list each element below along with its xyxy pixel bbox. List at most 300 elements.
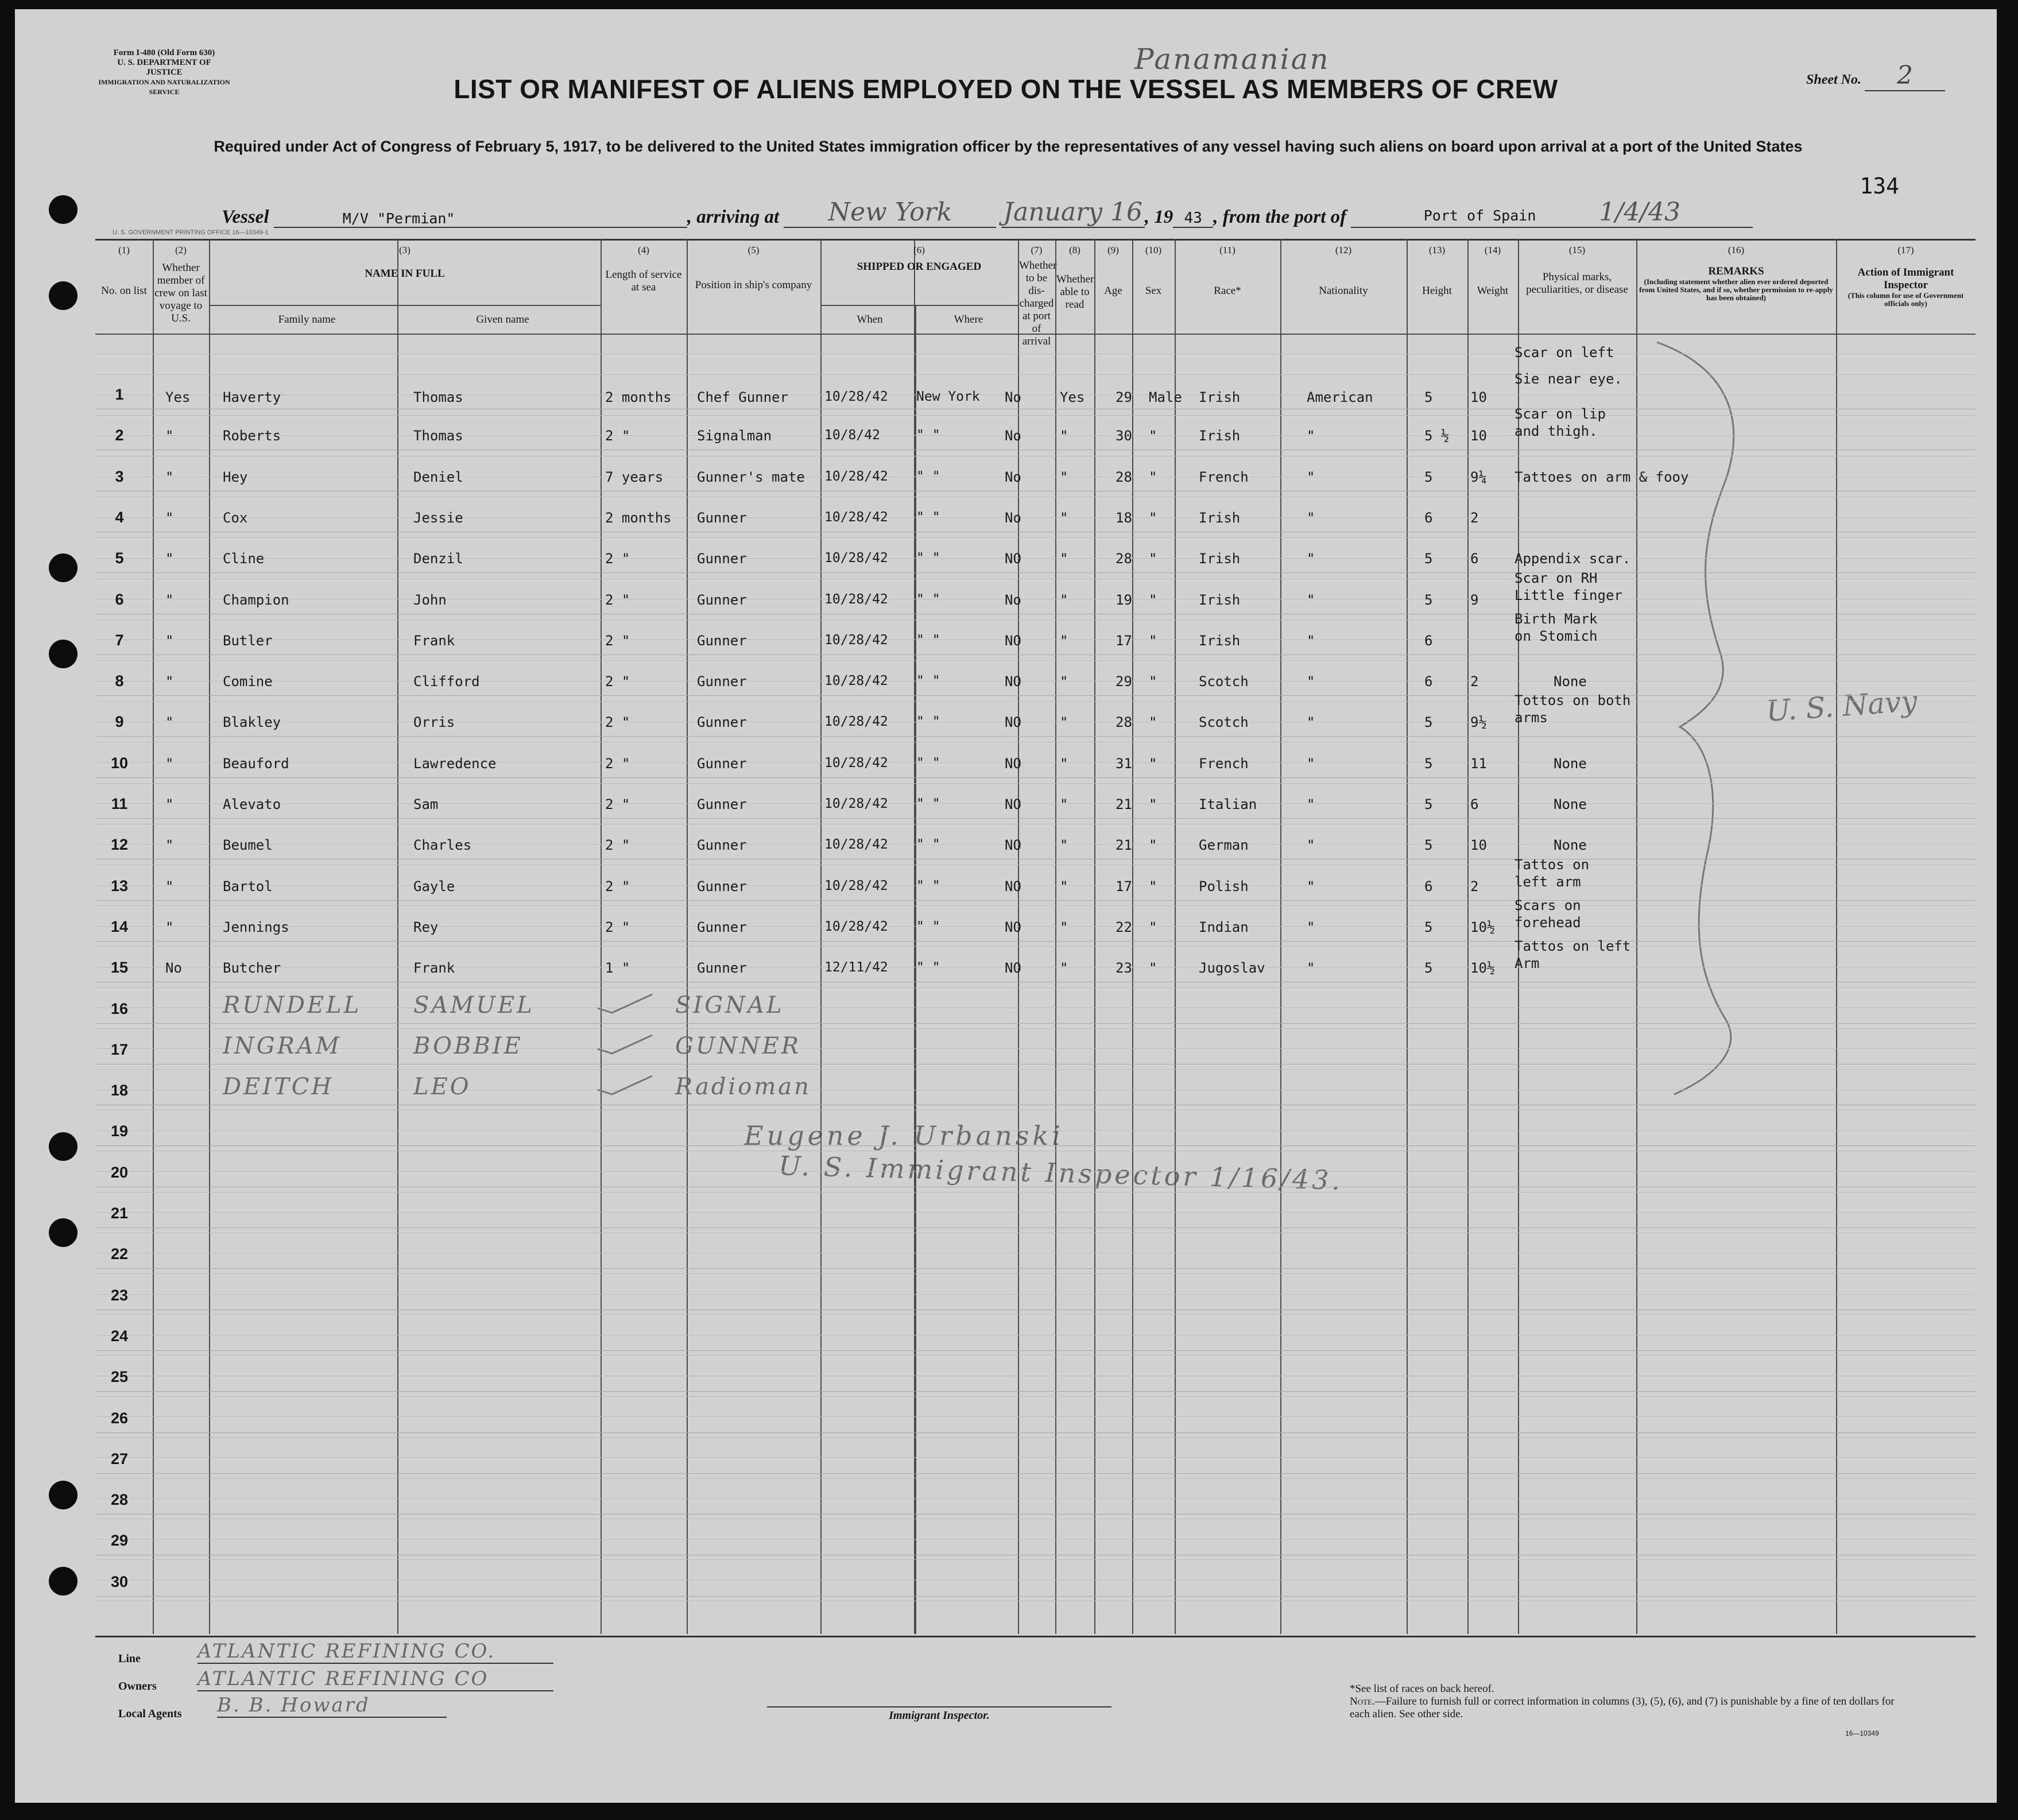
column-header: Age: [1104, 285, 1122, 297]
crew-race: French: [1199, 755, 1249, 772]
remarks-brace: [1634, 331, 1749, 1134]
crew-given-name-handwritten: BOBBIE: [413, 1032, 523, 1059]
crew-sex: ": [1149, 714, 1157, 731]
line-value: ATLANTIC REFINING CO.: [197, 1640, 553, 1664]
row-number: 16: [110, 1000, 129, 1017]
row-rule: [95, 1432, 1976, 1433]
owners-value: ATLANTIC REFINING CO: [197, 1667, 553, 1691]
crew-position: Gunner: [697, 551, 747, 567]
column-subheader: Given name: [476, 313, 529, 326]
column-header: Position in ship's company: [695, 279, 812, 291]
crew-height: 5 ½: [1424, 428, 1450, 444]
crew-age: 28: [1115, 551, 1132, 567]
crew-race: German: [1199, 837, 1249, 854]
crew-previous-voyage: ": [165, 919, 174, 935]
row-rule: [95, 941, 1976, 942]
page-number-stamp: 134: [1860, 173, 1899, 199]
crew-family-name-handwritten: DEITCH: [223, 1074, 334, 1101]
crew-service-length: 2 months: [605, 389, 672, 405]
crew-weight: 9¼: [1470, 468, 1487, 485]
crew-sex: ": [1149, 509, 1157, 526]
crew-sex: ": [1149, 632, 1157, 649]
agents-value: B. B. Howard: [217, 1694, 447, 1718]
crew-race: Scotch: [1199, 714, 1249, 731]
crew-nationality: ": [1307, 468, 1315, 485]
crew-discharged: NO: [1005, 837, 1021, 854]
row-number: 2: [115, 427, 124, 444]
crew-previous-voyage: ": [165, 468, 174, 485]
crew-race: French: [1199, 468, 1249, 485]
crew-sex: ": [1149, 878, 1157, 894]
crew-position: Gunner: [697, 509, 747, 526]
crew-height: 5: [1424, 591, 1433, 608]
crew-shipped-when: 12/11/42: [824, 960, 888, 975]
column-header: Action of Immigrant Inspector (This column for use of Government officials only): [1837, 266, 1974, 308]
row-rule: [95, 1145, 1976, 1146]
races-note: *See list of races on back hereof.: [1350, 1683, 1494, 1695]
ruling: [95, 517, 1976, 518]
crew-physical-marks: Scars on: [1515, 897, 1581, 913]
crew-given-name: Deniel: [413, 468, 463, 485]
ruling: [95, 1048, 1976, 1049]
crew-service-length: 2 months: [605, 509, 672, 526]
column-number: (10): [1145, 245, 1162, 255]
crew-shipped-where: " ": [916, 878, 940, 893]
crew-able-to-read: ": [1060, 428, 1068, 444]
crew-age: 17: [1115, 878, 1132, 894]
inspector-signature: Eugene J. Urbanski: [744, 1120, 1064, 1151]
row-rule: [95, 900, 1976, 901]
ruling: [95, 905, 1976, 906]
crew-weight: 9: [1470, 591, 1479, 608]
crew-able-to-read: ": [1060, 591, 1068, 608]
crew-family-name: Blakley: [223, 714, 281, 731]
crew-shipped-where: " ": [916, 837, 940, 853]
ruling: [95, 926, 1976, 927]
crew-height: 6: [1424, 878, 1433, 894]
column-divider: [1094, 239, 1095, 1634]
column-header: Height: [1422, 285, 1452, 297]
crew-given-name: Sam: [413, 796, 439, 812]
ruling: [95, 660, 1976, 661]
crew-weight: 6: [1470, 796, 1479, 812]
crew-discharged: No: [1005, 509, 1021, 526]
ruling: [95, 558, 1976, 559]
ruling: [95, 537, 1976, 538]
crew-able-to-read: ": [1060, 796, 1068, 812]
crew-discharged: No: [1005, 591, 1021, 608]
binder-hole: [49, 1218, 78, 1247]
crew-position: Gunner: [697, 960, 747, 977]
crew-nationality: ": [1307, 878, 1315, 894]
crew-physical-marks: None: [1554, 837, 1587, 854]
crew-position: Gunner: [697, 796, 747, 812]
crew-given-name: Rey: [413, 919, 439, 935]
crew-given-name: Lawredence: [413, 755, 497, 772]
crew-given-name: John: [413, 591, 447, 608]
departure-port-name: Port of Spain: [1423, 207, 1536, 224]
column-subheader: Where: [954, 313, 983, 326]
column-divider: [209, 239, 210, 1634]
binder-hole: [49, 1481, 78, 1509]
row-number: 5: [115, 549, 124, 567]
row-rule: [95, 695, 1976, 696]
crew-position: Gunner: [697, 714, 747, 731]
sheet-number-value: 2: [1865, 61, 1945, 91]
crew-physical-marks: Little finger: [1515, 587, 1622, 603]
column-number: (12): [1335, 245, 1352, 255]
ruling: [95, 1314, 1976, 1315]
column-divider: [153, 239, 154, 1634]
crew-position-handwritten: Radioman: [675, 1074, 811, 1101]
row-number: 6: [115, 590, 124, 608]
crew-nationality: ": [1307, 919, 1315, 935]
row-number: 30: [110, 1573, 129, 1590]
crew-sex: ": [1149, 919, 1157, 935]
line-label: Line: [118, 1652, 141, 1665]
crew-able-to-read: ": [1060, 551, 1068, 567]
crew-position: Gunner: [697, 755, 747, 772]
crew-physical-marks: Sie near eye.: [1515, 371, 1622, 387]
departure-date: 1/4/43: [1599, 198, 1681, 227]
column-number: (6): [913, 245, 925, 255]
crew-service-length: 2 ": [605, 591, 630, 608]
crew-height: 5: [1424, 389, 1433, 405]
column-divider: [687, 239, 688, 1634]
crew-physical-marks: Tattos on: [1515, 856, 1590, 873]
ruling: [95, 803, 1976, 804]
ruling: [95, 1580, 1976, 1581]
row-number: 23: [110, 1286, 129, 1304]
crew-shipped-where: " ": [916, 755, 940, 770]
ruling: [95, 1212, 1976, 1213]
crew-shipped-when: 10/28/42: [824, 591, 888, 607]
column-divider: [397, 305, 398, 1634]
crew-physical-marks: arms: [1515, 710, 1548, 726]
crew-discharged: No: [1005, 389, 1021, 405]
form-code: 16—10349: [1845, 1729, 1879, 1737]
row-number: 20: [110, 1163, 129, 1181]
crew-previous-voyage: ": [165, 755, 174, 772]
column-number: (5): [747, 245, 760, 255]
vessel-label: Vessel: [222, 207, 269, 227]
crew-shipped-when: 10/28/42: [824, 632, 888, 648]
column-header-note: (This column for use of Government officials only): [1847, 291, 1964, 308]
row-rule: [95, 818, 1976, 819]
binder-hole: [49, 1132, 78, 1161]
row-number: 14: [110, 917, 129, 935]
crew-height: 5: [1424, 755, 1433, 772]
crew-shipped-where: New York: [916, 389, 980, 404]
crew-service-length: 2 ": [605, 632, 630, 649]
crew-height: 6: [1424, 509, 1433, 526]
row-number: 9: [115, 713, 124, 731]
row-rule: [95, 1023, 1976, 1024]
ruling: [95, 1069, 1976, 1070]
subheader-rule: [209, 305, 601, 306]
crew-race: Polish: [1199, 878, 1249, 894]
crew-weight: 6: [1470, 551, 1479, 567]
crew-able-to-read: ": [1060, 878, 1068, 894]
crew-physical-marks: Scar on lip: [1515, 406, 1606, 423]
ruling: [95, 374, 1976, 375]
arrival-year: 43: [1173, 210, 1213, 228]
column-subheader: When: [857, 313, 883, 326]
row-rule: [95, 777, 1976, 778]
ruling: [95, 1457, 1976, 1458]
row-number: 21: [110, 1205, 129, 1222]
crew-given-name: Frank: [413, 960, 455, 977]
crew-service-length: 2 ": [605, 428, 630, 444]
crew-given-name: Orris: [413, 714, 455, 731]
ruling: [95, 885, 1976, 886]
column-header: No. on list: [101, 285, 147, 297]
row-number: 25: [110, 1368, 129, 1386]
crew-shipped-where: " ": [916, 551, 940, 566]
crew-given-name: Clifford: [413, 673, 480, 690]
crew-discharged: NO: [1005, 755, 1021, 772]
ruling: [95, 1171, 1976, 1172]
crew-position: Chef Gunner: [697, 389, 788, 405]
ruling: [95, 1294, 1976, 1295]
row-number: 26: [110, 1409, 129, 1427]
crew-previous-voyage: ": [165, 428, 174, 444]
crew-discharged: NO: [1005, 714, 1021, 731]
column-subheader: Family name: [278, 313, 336, 326]
crew-nationality: American: [1307, 389, 1373, 405]
crew-sex: ": [1149, 591, 1157, 608]
column-divider: [1836, 239, 1837, 1634]
inspector-title-date: U. S. Immigrant Inspector 1/16/43.: [778, 1150, 1343, 1196]
row-number: 22: [110, 1245, 129, 1263]
crew-physical-marks: and thigh.: [1515, 423, 1598, 440]
column-number: (8): [1069, 245, 1080, 255]
row-number: 13: [110, 877, 129, 894]
crew-previous-voyage: ": [165, 591, 174, 608]
crew-family-name: Cline: [223, 551, 265, 567]
column-divider: [1636, 239, 1637, 1634]
ruling: [95, 1498, 1976, 1499]
crew-physical-marks: None: [1554, 673, 1587, 690]
crew-weight: 10: [1470, 428, 1487, 444]
crew-race: Irish: [1199, 389, 1241, 405]
crew-age: 30: [1115, 428, 1132, 444]
crew-age: 23: [1115, 960, 1132, 977]
crew-physical-marks: Scar on RH: [1515, 570, 1598, 586]
crew-sex: ": [1149, 796, 1157, 812]
crew-age: 21: [1115, 837, 1132, 854]
crew-physical-marks: None: [1554, 796, 1587, 812]
crew-family-name: Bartol: [223, 878, 273, 894]
crew-physical-marks: Birth Mark: [1515, 610, 1598, 627]
crew-height: 5: [1424, 837, 1433, 854]
crew-position-handwritten: GUNNER: [675, 1032, 801, 1059]
crew-shipped-when: 10/28/42: [824, 878, 888, 893]
crew-able-to-read: ": [1060, 919, 1068, 935]
crew-nationality: ": [1307, 591, 1315, 608]
service-check-mark: [595, 1033, 658, 1062]
subheader-rule: [820, 305, 1018, 306]
crew-family-name: Cox: [223, 509, 248, 526]
ruling: [95, 619, 1976, 620]
column-divider: [1467, 239, 1469, 1634]
column-header: Whether to be dis-charged at port of arrival: [1019, 260, 1057, 347]
crew-previous-voyage: Yes: [165, 389, 191, 405]
sheet-number-label: Sheet No.: [1806, 72, 1861, 87]
column-header: REMARKS (Including statement whether alien ever ordered deported from United States, and if so, whether permission to re-apply has been obtained): [1637, 265, 1835, 302]
column-number: (3): [399, 245, 410, 255]
crew-shipped-when: 10/28/42: [824, 837, 888, 853]
crew-family-name: Beauford: [223, 755, 289, 772]
ruling: [95, 435, 1976, 436]
document-subtitle: Required under Act of Congress of February 5, 1917, to be delivered to the United States immigration officer by the representatives of any vessel having such aliens on board upon arrival at a port of the United States: [214, 138, 1803, 155]
column-divider: [820, 239, 822, 1634]
crew-discharged: NO: [1005, 796, 1021, 812]
crew-service-length: 2 ": [605, 796, 630, 812]
crew-family-name: Beumel: [223, 837, 273, 854]
column-number: (4): [638, 245, 649, 255]
row-number: 27: [110, 1450, 129, 1467]
crew-discharged: NO: [1005, 960, 1021, 977]
crew-age: 28: [1115, 468, 1132, 485]
service-check-mark: [595, 992, 658, 1021]
service-name: IMMIGRATION AND NATURALIZATION SERVICE: [98, 78, 230, 96]
crew-service-length: 1 ": [605, 960, 630, 977]
crew-sex: ": [1149, 673, 1157, 690]
crew-sex: ": [1149, 468, 1157, 485]
crew-shipped-where: " ": [916, 632, 940, 648]
crew-service-length: 2 ": [605, 673, 630, 690]
ruling: [95, 1416, 1976, 1417]
crew-age: 29: [1115, 673, 1132, 690]
row-number: 4: [115, 508, 124, 526]
crew-race: Irish: [1199, 509, 1241, 526]
ruling: [95, 783, 1976, 784]
crew-position-handwritten: SIGNAL: [675, 992, 784, 1019]
crew-sex: ": [1149, 960, 1157, 977]
voyage-line: [222, 198, 1753, 228]
crew-height: 6: [1424, 673, 1433, 690]
service-check-mark: [595, 1074, 658, 1102]
crew-position: Gunner: [697, 837, 747, 854]
row-number: 7: [115, 631, 124, 649]
from-label: , from the port of: [1213, 207, 1347, 227]
crew-weight: 10½: [1470, 919, 1496, 935]
crew-shipped-where: " ": [916, 919, 940, 934]
crew-sex: ": [1149, 755, 1157, 772]
crew-previous-voyage: ": [165, 714, 174, 731]
crew-shipped-when: 10/28/42: [824, 468, 888, 484]
ruling: [95, 1396, 1976, 1397]
ruling: [95, 1437, 1976, 1438]
note-label: Note.: [1350, 1695, 1375, 1707]
crew-family-name-handwritten: INGRAM: [223, 1032, 342, 1059]
crew-service-length: 2 ": [605, 755, 630, 772]
crew-given-name-handwritten: SAMUEL: [413, 992, 534, 1019]
row-number: 24: [110, 1327, 129, 1345]
crew-race: Irish: [1199, 591, 1241, 608]
crew-shipped-when: 10/28/42: [824, 551, 888, 566]
crew-able-to-read: ": [1060, 632, 1068, 649]
crew-age: 21: [1115, 796, 1132, 812]
check-mark-icon: [595, 1033, 658, 1056]
crew-weight: 10½: [1470, 960, 1496, 977]
column-number: (9): [1107, 245, 1119, 255]
crew-service-length: 2 ": [605, 714, 630, 731]
column-number: (17): [1897, 245, 1914, 255]
row-number: 18: [110, 1082, 129, 1099]
column-header: SHIPPED OR ENGAGED: [857, 261, 982, 273]
crew-family-name: Butler: [223, 632, 273, 649]
binder-hole: [49, 195, 78, 224]
column-number: (14): [1484, 245, 1501, 255]
crew-shipped-when: 10/28/42: [824, 755, 888, 770]
crew-previous-voyage: ": [165, 673, 174, 690]
crew-physical-marks: Arm: [1515, 955, 1540, 972]
crew-able-to-read: ": [1060, 960, 1068, 977]
crew-able-to-read: ": [1060, 673, 1068, 690]
crew-shipped-when: 10/28/42: [824, 509, 888, 525]
department-name: U. S. DEPARTMENT OF JUSTICE: [117, 58, 211, 77]
owners-label: Owners: [118, 1680, 157, 1693]
crew-nationality: ": [1307, 551, 1315, 567]
column-divider: [1018, 239, 1019, 1634]
binder-hole: [49, 1567, 78, 1596]
ruling: [95, 394, 1976, 395]
column-divider: [601, 239, 602, 1634]
crew-nationality: ": [1307, 714, 1315, 731]
vessel-name: M/V "Permian": [274, 210, 687, 228]
crew-discharged: NO: [1005, 632, 1021, 649]
crew-shipped-where: " ": [916, 468, 940, 484]
crew-shipped-when: 10/28/42: [824, 796, 888, 811]
column-divider: [1175, 239, 1176, 1634]
column-divider: [1280, 239, 1281, 1634]
column-header: Nationality: [1319, 285, 1368, 297]
row-number: 11: [111, 795, 128, 812]
crew-position: Gunner's mate: [697, 468, 805, 485]
crew-given-name: Denzil: [413, 551, 463, 567]
crew-given-name: Thomas: [413, 428, 463, 444]
crew-age: 22: [1115, 919, 1132, 935]
arriving-port: New York: [784, 198, 996, 228]
crew-age: 17: [1115, 632, 1132, 649]
crew-family-name: Hey: [223, 468, 248, 485]
row-rule: [95, 1350, 1976, 1351]
crew-weight: 2: [1470, 673, 1479, 690]
footer-notes: [1350, 1683, 1912, 1721]
crew-nationality: ": [1307, 796, 1315, 812]
crew-previous-voyage: ": [165, 878, 174, 894]
row-number: 3: [115, 467, 124, 485]
row-rule: [95, 1473, 1976, 1474]
crew-previous-voyage: ": [165, 796, 174, 812]
crew-family-name: Haverty: [223, 389, 281, 405]
ruling: [95, 1130, 1976, 1131]
column-header: NAME IN FULL: [365, 268, 445, 280]
crew-physical-marks: Tottos on both: [1515, 692, 1631, 709]
ruling: [95, 1559, 1976, 1560]
crew-nationality: ": [1307, 428, 1315, 444]
crew-able-to-read: ": [1060, 837, 1068, 854]
crew-service-length: 7 years: [605, 468, 664, 485]
crew-discharged: NO: [1005, 551, 1021, 567]
crew-sex: Male: [1149, 389, 1182, 405]
binder-hole: [49, 640, 78, 668]
column-divider: [1518, 239, 1519, 1634]
row-rule: [95, 736, 1976, 737]
year-prefix: , 19: [1144, 207, 1173, 227]
